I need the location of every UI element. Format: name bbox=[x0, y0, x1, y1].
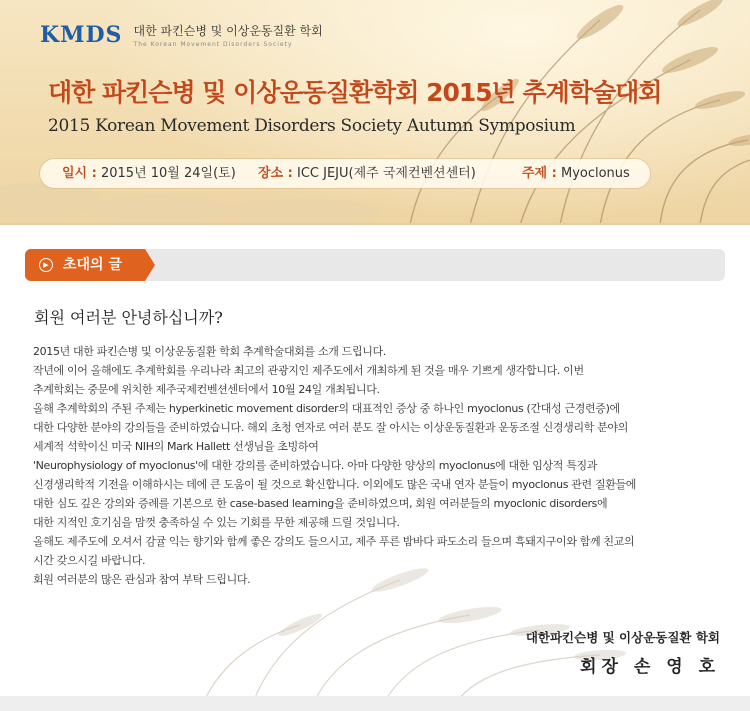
place-value: ICC JEJU(제주 국제컨벤션센터) bbox=[296, 166, 476, 181]
letter-line: 회원 여러분의 많은 관심과 참여 부탁 드립니다. bbox=[33, 573, 251, 586]
letter-line: 추계학회는 중문에 위치한 제주국제컨벤션센터에서 10월 24일 개최됩니다. bbox=[33, 383, 380, 396]
circle-arrow-icon: ▶ bbox=[39, 258, 53, 272]
letter-greeting: 회원 여러분 안녕하십니까? bbox=[34, 308, 223, 327]
letter-line: 신경생리학적 기전을 이해하시는 데에 큰 도움이 될 것으로 확신합니다. 이외에도 많은 국내 연자 분들이 myoclonus 관련 질환들에 bbox=[33, 478, 637, 491]
event-topic bbox=[522, 159, 630, 188]
section-tab bbox=[25, 249, 145, 281]
place-label: 장소 : bbox=[258, 166, 293, 181]
topic-label: 주제 : bbox=[522, 166, 557, 181]
signature-organization: 대한파킨슨병 및 이상운동질환 학회 bbox=[525, 630, 720, 645]
letter-line: 올해도 제주도에 오셔서 감귤 익는 향기와 함께 좋은 강의도 들으시고, 제주 푸른 밤바다 파도소리 들으며 흑돼지구이와 함께 친교의 bbox=[33, 535, 635, 548]
logo-name-en: The Korean Movement Disorders Society bbox=[133, 41, 293, 48]
date-value: 2015년 10월 24일(토) bbox=[100, 166, 236, 181]
signature-name: 회장 손 영 호 bbox=[580, 657, 720, 677]
event-info-bar bbox=[40, 159, 650, 188]
letter-line: 시간 갖으시길 바랍니다. bbox=[33, 554, 146, 567]
letter-body bbox=[33, 342, 721, 589]
section-header bbox=[25, 249, 725, 281]
letter-line: 올해 추계학회의 주된 주제는 hyperkinetic movement disorder의 대표적인 증상 중 하나인 myoclonus (간대성 근경련증)에 bbox=[33, 402, 620, 415]
date-label: 일시 : bbox=[62, 166, 97, 181]
logo-text bbox=[134, 22, 323, 48]
logo-mark: KMDS bbox=[40, 22, 123, 48]
logo-name-kr: 대한 파킨슨병 및 이상운동질환 학회 bbox=[133, 24, 323, 38]
letter-line: 'Neurophysiology of myoclonus'에 대한 강의를 준비하였습니다. 아마 다양한 양상의 myoclonus에 대한 임상적 특징과 bbox=[33, 459, 598, 472]
letter-line: 대한 지적인 호기심을 맘껏 충족하실 수 있는 기회를 무한 제공해 드릴 것입니다. bbox=[33, 516, 400, 529]
event-place bbox=[258, 159, 476, 188]
letter-line: 대한 심도 깊은 강의와 증례를 기본으로 한 case-based learning을 준비하였으며, 회원 여러분들의 myoclonic disorders에 bbox=[33, 497, 608, 510]
topic-value: Myoclonus bbox=[560, 166, 630, 181]
letter-line: 2015년 대한 파킨슨병 및 이상운동질환 학회 추계학술대회를 소개 드립니다. bbox=[33, 345, 386, 358]
event-title-kr: 대한 파킨슨병 및 이상운동질환학회 2015년 추계학술대회 bbox=[48, 78, 662, 107]
society-logo[interactable] bbox=[40, 22, 323, 48]
event-title-en: 2015 Korean Movement Disorders Society Autumn Symposium bbox=[48, 116, 576, 136]
event-date bbox=[62, 159, 236, 188]
header-banner bbox=[0, 0, 750, 225]
section-title: 초대의 글 bbox=[63, 257, 122, 273]
letter-line: 세계적 석학이신 미국 NIH의 Mark Hallett 선생님을 초빙하여 bbox=[33, 440, 319, 453]
letter-line: 대한 다양한 분야의 강의들을 준비하였습니다. 해외 초청 연자로 여러 분도 잘 아시는 이상운동질환과 운동조절 신경생리학 분야의 bbox=[33, 421, 628, 434]
letter-line: 작년에 이어 올해에도 추계학회를 우리나라 최고의 관광지인 제주도에서 개최하게 된 것을 매우 기쁘게 생각합니다. 이번 bbox=[33, 364, 584, 377]
